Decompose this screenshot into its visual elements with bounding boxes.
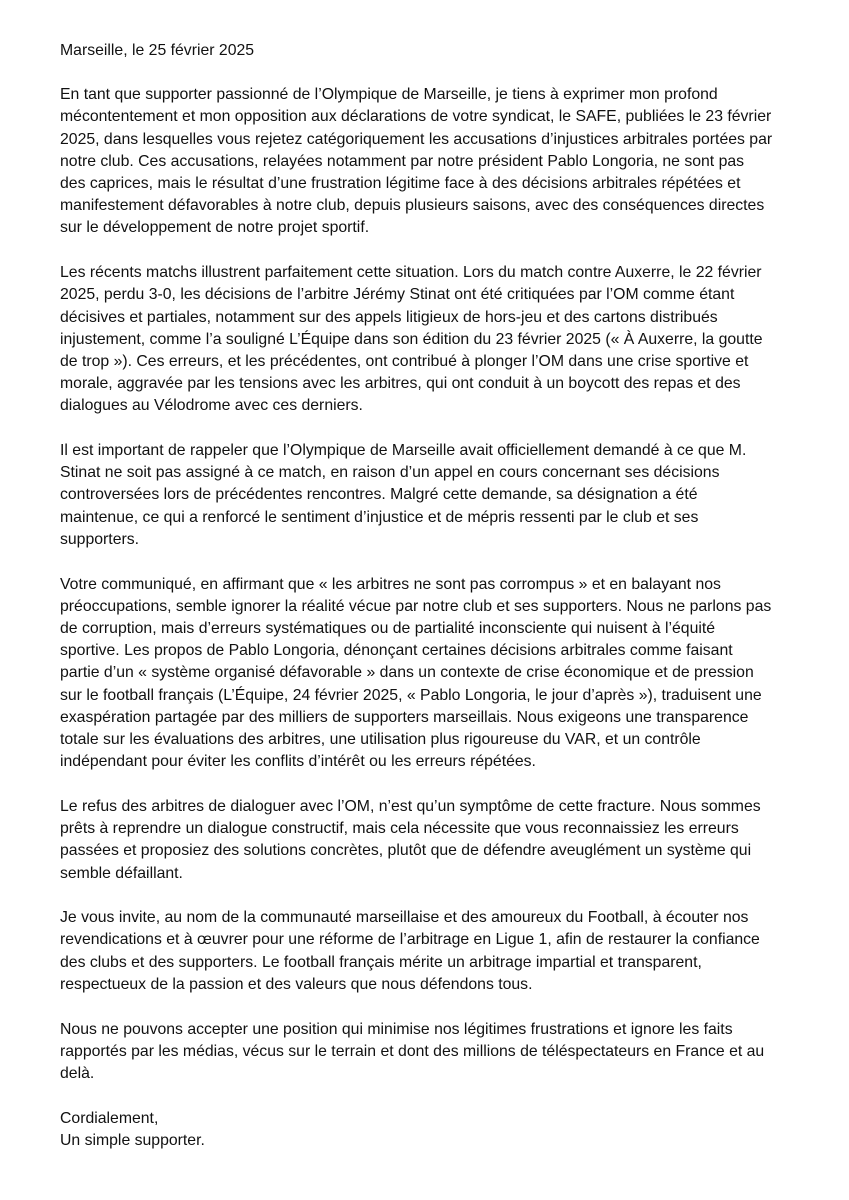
letter-paragraph (60, 262, 800, 417)
paragraph-line: controversées lors de précédentes rencontres. Malgré cette demande, sa désignation a été (60, 486, 698, 504)
paragraph-line: préoccupations, semble ignorer la réalité vécue par notre club et ses supporters. Nous ne parlons pas (60, 597, 772, 615)
paragraph-line: notre club. Ces accusations, relayées notamment par notre président Pablo Longoria, ne sont pas (60, 152, 745, 170)
paragraph-line: indépendant pour éviter les conflits d’intérêt ou les erreurs répétées. (60, 753, 536, 771)
paragraph-line: Les récents matchs illustrent parfaitement cette situation. Lors du match contre Auxerre, le 22 février (60, 264, 762, 282)
paragraph-line: Le refus des arbitres de dialoguer avec l’OM, n’est qu’un symptôme de cette fracture. Nous sommes (60, 797, 761, 815)
letter-paragraph (60, 440, 800, 551)
letter-signature: Un simple supporter. (60, 1131, 205, 1149)
paragraph-line: injustement, comme l’a souligné L’Équipe dans son édition du 23 février 2025 (« À Auxerre, la goutte (60, 330, 763, 348)
paragraph-line: mécontentement et mon opposition aux déclarations de votre syndicat, le SAFE, publiées le 23 février (60, 108, 772, 126)
letter-paragraph (60, 796, 800, 885)
letter-paragraph (60, 574, 800, 774)
paragraph-line: revendications et à œuvrer pour une réforme de l’arbitrage en Ligue 1, afin de restaurer la confiance (60, 931, 760, 949)
paragraph-line: supporters. (60, 530, 140, 548)
letter-dateline: Marseille, le 25 février 2025 (60, 42, 255, 59)
paragraph-line: Il est important de rappeler que l’Olympique de Marseille avait officiellement demandé à ce que M. (60, 442, 747, 460)
letter-paragraph (60, 907, 800, 996)
letter-document (60, 40, 800, 1152)
letter-paragraph (60, 84, 800, 239)
paragraph-line: morale, aggravée par les tensions avec les arbitres, qui ont conduit à un boycott des repas et des (60, 375, 741, 393)
paragraph-line: des caprices, mais le résultat d’une frustration légitime face à des décisions arbitrales répétées et (60, 175, 741, 193)
paragraph-line: totale sur les évaluations des arbitres, une utilisation plus rigoureuse du VAR, et un contrôle (60, 730, 701, 748)
paragraph-line: Nous ne pouvons accepter une position qui minimise nos légitimes frustrations et ignore les faits (60, 1020, 733, 1038)
paragraph-line: Stinat ne soit pas assigné à ce match, en raison d’un appel en cours concernant ses décisions (60, 464, 720, 482)
paragraph-line: passées et proposiez des solutions concrètes, plutôt que de défendre aveuglément un système qui (60, 842, 752, 860)
paragraph-line: de trop »). Ces erreurs, et les précédentes, ont contribué à plonger l’OM dans une crise sportive et (60, 352, 749, 370)
paragraph-line: manifestement défavorables à notre club, depuis plusieurs saisons, avec des conséquences directes (60, 197, 765, 215)
letter-paragraph (60, 1019, 800, 1086)
letter-closing-block (60, 1108, 800, 1152)
paragraph-line: partie d’un « système organisé défavorable » dans un contexte de crise économique et de pression (60, 664, 754, 682)
paragraph-line: semble défaillant. (60, 864, 183, 882)
paragraph-line: 2025, dans lesquelles vous rejetez catégoriquement les accusations d’injustices arbitrales portées par (60, 130, 773, 148)
letter-body (60, 84, 800, 1085)
paragraph-line: prêts à reprendre un dialogue constructif, mais cela nécessite que vous reconnaissiez les erreurs (60, 820, 739, 838)
paragraph-line: maintenue, ce qui a renforcé le sentiment d’injustice et de mépris ressenti par le club et ses (60, 508, 699, 526)
paragraph-line: rapportés par les médias, vécus sur le terrain et dont des millions de téléspectateurs en France et au (60, 1042, 765, 1060)
paragraph-line: de corruption, mais d’erreurs systématiques ou de partialité inconsciente qui nuisent à l’équité (60, 619, 716, 637)
paragraph-line: En tant que supporter passionné de l’Olympique de Marseille, je tiens à exprimer mon profond (60, 86, 718, 104)
paragraph-line: des clubs et des supporters. Le football français mérite un arbitrage impartial et transparent, (60, 953, 702, 971)
paragraph-line: sur le développement de notre projet sportif. (60, 219, 370, 237)
paragraph-line: sportive. Les propos de Pablo Longoria, dénonçant certaines décisions arbitrales comme faisant (60, 642, 733, 660)
paragraph-line: Votre communiqué, en affirmant que « les arbitres ne sont pas corrompus » et en balayant nos (60, 575, 721, 593)
letter-closing: Cordialement, (60, 1109, 159, 1127)
paragraph-line: exaspération partagée par des milliers de supporters marseillais. Nous exigeons une transparence (60, 708, 749, 726)
paragraph-line: delà. (60, 1064, 95, 1082)
paragraph-line: Je vous invite, au nom de la communauté marseillaise et des amoureux du Football, à écouter nos (60, 909, 749, 927)
paragraph-line: 2025, perdu 3-0, les décisions de l’arbitre Jérémy Stinat ont été critiquées par l’OM comme étant (60, 286, 735, 304)
paragraph-line: décisives et partiales, notamment sur des appels litigieux de hors-jeu et des cartons distribués (60, 308, 718, 326)
paragraph-line: dialogues au Vélodrome avec ces derniers. (60, 397, 363, 415)
paragraph-line: respectueux de la passion et des valeurs que nous défendons tous. (60, 975, 533, 993)
paragraph-line: sur le football français (L’Équipe, 24 février 2025, « Pablo Longoria, le jour d’après »), traduisent une (60, 686, 762, 704)
